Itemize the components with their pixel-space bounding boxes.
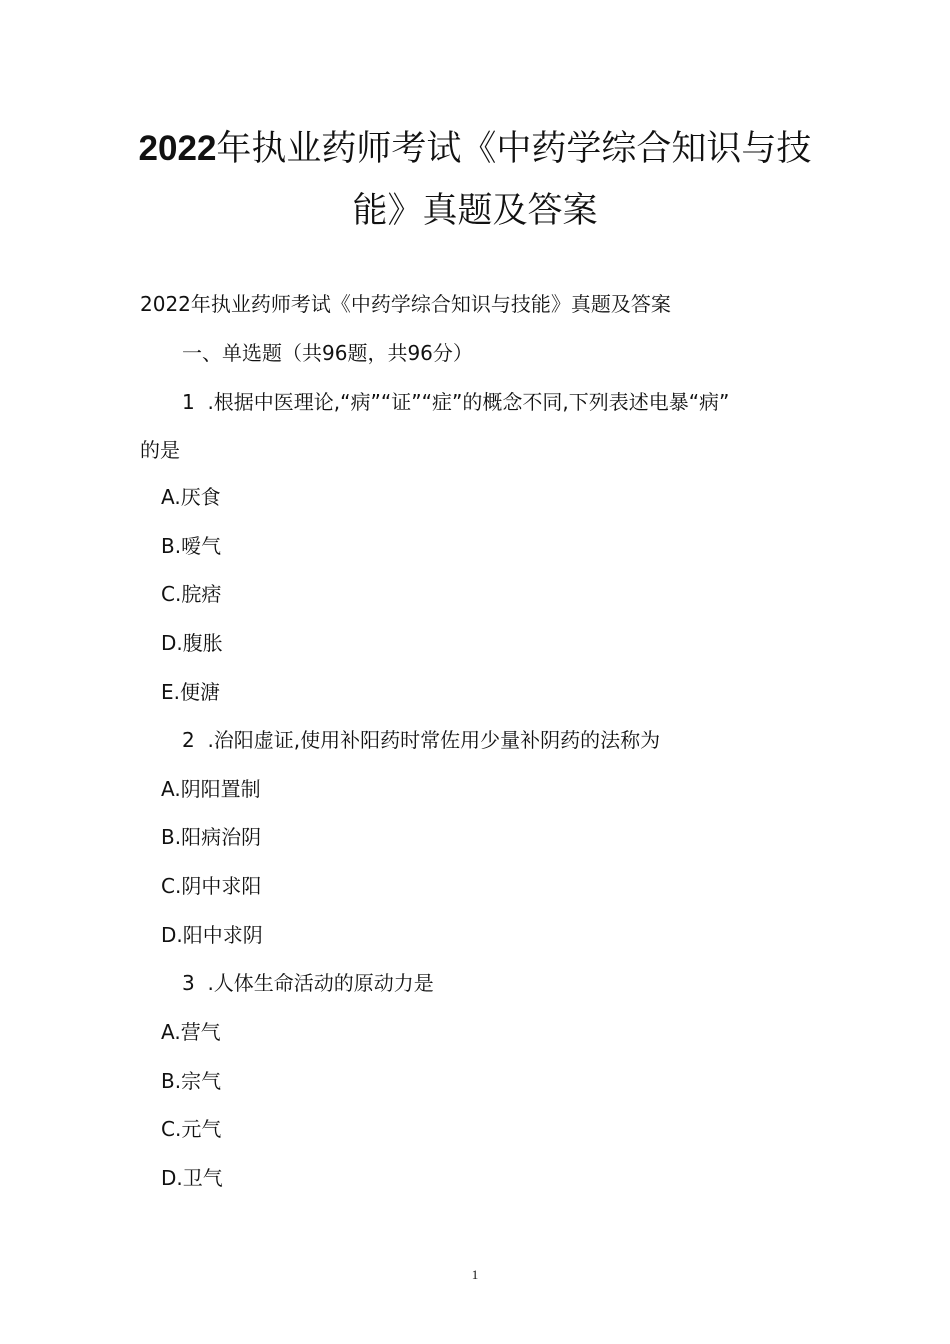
q2-option-c: C.阴中求阳 xyxy=(161,874,262,898)
question-1-continuation: 的是 xyxy=(140,438,180,462)
q1-option-a: A.厌食 xyxy=(161,485,221,509)
question-number: 3 xyxy=(182,971,195,995)
document-title-line-2: 能》真题及答案 xyxy=(352,191,598,231)
q1-option-e: E.便溏 xyxy=(161,680,220,704)
q3-option-b: B.宗气 xyxy=(161,1069,222,1093)
question-3 xyxy=(182,968,434,998)
title-year: 2022 xyxy=(138,129,217,168)
title-text: 年执业药师考试《中药学综合知识与技 xyxy=(216,129,812,169)
q2-option-a: A.阴阳置制 xyxy=(161,777,261,801)
q3-option-d: D.卫气 xyxy=(161,1166,223,1190)
q1-option-d: D.腹胀 xyxy=(161,631,223,655)
q1-option-b: B.嗳气 xyxy=(161,534,222,558)
document-subtitle: 2022年执业药师考试《中药学综合知识与技能》真题及答案 xyxy=(140,292,671,316)
q3-option-a: A.营气 xyxy=(161,1020,221,1044)
question-text: .人体生命活动的原动力是 xyxy=(207,971,434,995)
question-number: 2 xyxy=(182,728,195,752)
q3-option-c: C.元气 xyxy=(161,1117,222,1141)
question-2 xyxy=(182,725,660,755)
question-1 xyxy=(182,387,729,417)
q2-option-b: B.阳病治阴 xyxy=(161,825,262,849)
q2-option-d: D.阳中求阴 xyxy=(161,923,263,947)
document-title-line-1 xyxy=(100,118,850,180)
question-number: 1 xyxy=(182,390,195,414)
question-text: .治阳虚证,使用补阳药时常佐用少量补阴药的法称为 xyxy=(207,728,661,752)
q1-option-c: C.脘痞 xyxy=(161,582,222,606)
question-text: .根据中医理论,“病”“证”“症”的概念不同,下列表述电暴“病” xyxy=(207,390,730,414)
section-heading: 一、单选题（共96题，共96分） xyxy=(182,341,473,365)
page-number: 1 xyxy=(471,1267,479,1282)
